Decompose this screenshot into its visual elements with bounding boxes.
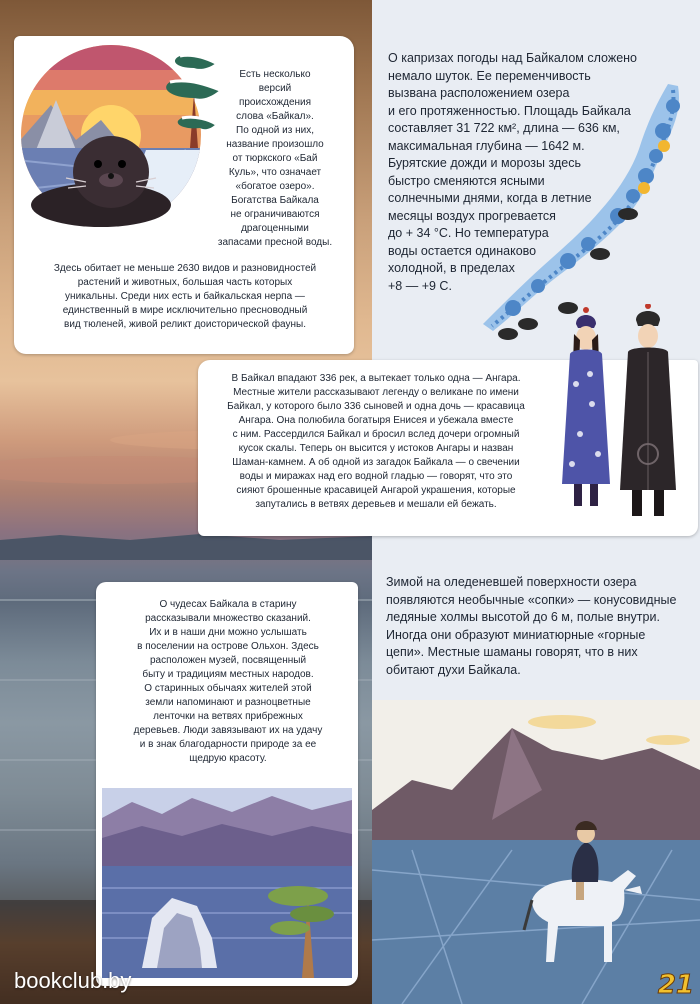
text-line: рассказывали множество сказаний. [145,613,311,624]
text-line: слова «Байкал». [236,111,314,122]
text-line: единственный в мире исключительно пресноводный [62,305,308,316]
text-line: Куль», что означает [228,167,322,178]
text-line: В Байкал впадают 336 рек, а вытекает только одна — Ангара. [231,373,521,384]
text-line: ледяные холмы высотой до 6 м, полые внутри. [386,610,660,624]
text-line: и его протяженностью. Площадь Байкала [388,103,631,118]
text-line: По одной из них, [236,125,314,136]
shaman-rock-island [102,788,352,978]
text-line: до + 34 °С. Но температура [388,226,549,240]
text-line: земли напоминают и разноцветные [145,697,311,708]
name-origin-wrap-text [200,68,350,250]
page-number: 21 [657,970,694,1000]
text-line: щедрую красоту. [189,753,267,764]
text-line: О чудесах Байкала в старину [159,599,297,610]
buryat-couple [548,304,698,536]
text-line: +8 — +9 С. [388,278,452,293]
ice-text [386,574,694,679]
text-line: максимальная глубина — 1642 м. [388,138,585,153]
text-line: солнечными днями, когда в летние [388,191,592,205]
text-line: запасами пресной воды. [217,237,333,248]
text-line: Шаман-камнем. А об одной из загадок Байкала — о свечении [232,457,520,468]
text-line: версий [258,83,292,94]
text-line: появляются необычные «сопки» — конусовидные [386,592,677,607]
text-line: обитают духи Байкала. [386,662,521,677]
text-line: в поселении на острове Ольхон. Здесь [137,641,319,652]
text-line: ленточки на ветвях прибрежных [153,711,303,722]
watermark: bookclub.by [14,968,132,993]
text-line: воды остается одинаково [388,243,537,258]
text-line: расположен музей, посвященный [149,655,307,666]
text-line: вид тюленей, живой реликт доисторической фауны. [64,319,306,330]
text-line: с ним. Рассердился Байкал и бросил вслед дочери огромный [232,429,520,440]
angara-text [204,372,548,512]
text-line: быстро сменяются ясными [388,173,545,188]
text-line: Местные жители рассказывают легенду о великане по имени [233,387,519,398]
text-line: Зимой на оледеневшей поверхности озера [386,575,637,589]
text-line: Богатства Байкала [231,195,319,206]
text-line: кусок скалы. Теперь он высится у истоков Ангары и назван [238,443,514,454]
text-line: «богатое озеро». [235,181,315,192]
text-line: О капризах погоды над Байкалом сложено [388,51,638,65]
text-line: Ангара. Она полюбила богатыря Енисея и убежала вместе [238,415,514,426]
text-line: происхождения [238,97,312,108]
text-line: деревьев. Люди завязывают их на удачу [133,725,323,736]
text-line: Бурятские дожди и морозы здесь [388,156,581,170]
text-line: цепи». Местные шаманы говорят, что в них [386,645,638,659]
text-line: от тюркского «Бай [232,153,318,164]
text-line: быту и традициям местных народов. [142,669,314,680]
horse-rider-on-ice [372,700,700,1004]
olkhon-text [110,598,346,766]
text-line: Иногда они образуют миниатюрные «горные [386,627,646,642]
text-line: не ограничиваются [230,209,320,220]
text-line: Здесь обитает не меньше 2630 видов и разновидностей [53,263,317,274]
text-line: О старинных обычаях жителей этой [144,683,312,694]
text-line: сияют брошенные красавицей Ангарой украшения, которые [236,485,516,496]
text-line: и в знак благодарности природе за ее [139,739,317,750]
text-line: воды и миражах над его водной гладью — говорят, что это [239,471,513,482]
text-line: немало шуток. Ее переменчивость [388,68,591,83]
text-line: запутались в ветвях деревьев и мешали ей бежать. [255,499,497,510]
text-line: Есть несколько [239,69,311,80]
text-line: составляет 31 722 км², длина — 636 км, [388,121,620,135]
text-line: Байкал, у которого было 336 сыновей и одна дочь — красавица [227,401,525,412]
text-line: вызвана расположением озера [388,86,570,100]
text-line: название произошло [226,139,324,150]
name-origin-full-text [20,262,350,332]
text-line: уникальны. Среди них есть и байкальская нерпа — [65,291,305,302]
text-line: месяцы воздух прогревается [388,208,556,223]
text-line: растений и животных, большая часть которых [77,277,293,288]
text-line: Их и в наши дни можно услышать [149,627,307,638]
text-line: драгоценными [241,223,309,234]
text-line: холодной, в пределах [388,261,515,275]
